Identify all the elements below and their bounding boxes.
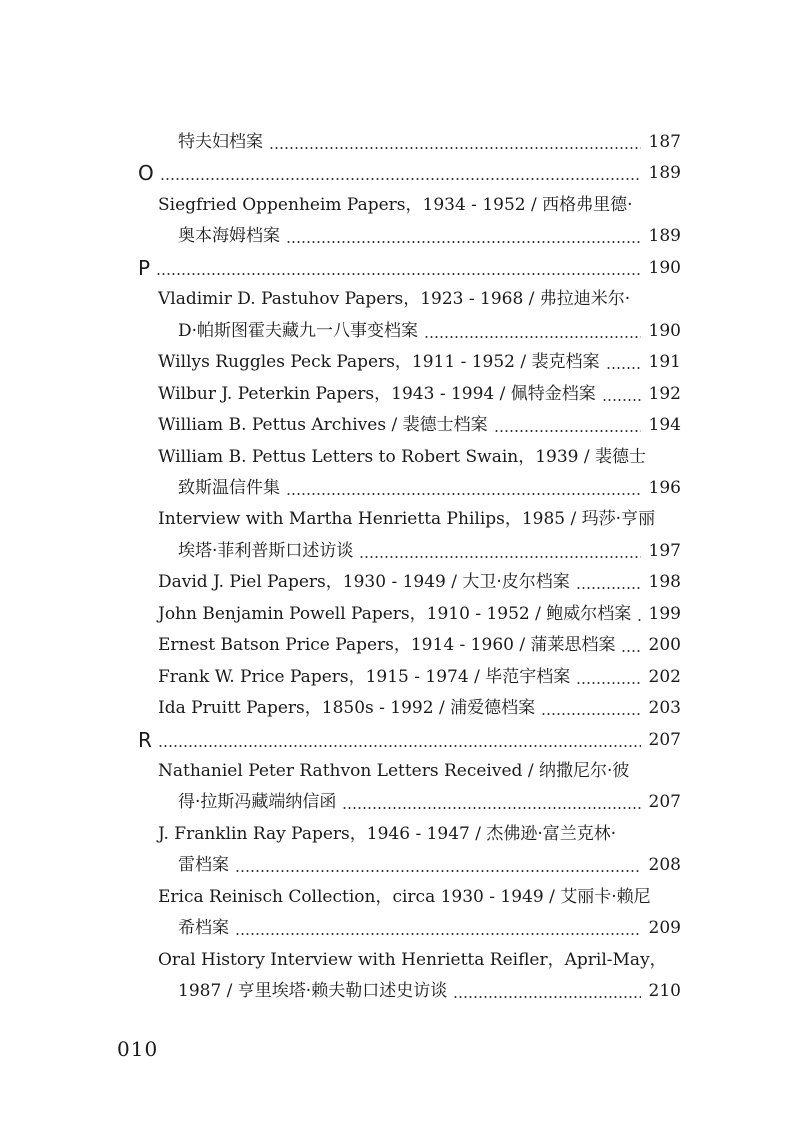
page-ref: 209 [648,918,681,938]
page-ref: 208 [648,855,681,875]
toc-entry-row [0,977,800,1007]
page-ref: 202 [648,667,681,687]
dot-leader [576,587,641,589]
toc-entry-row [0,600,800,630]
page-ref: 198 [648,572,681,592]
page-ref: 191 [648,352,681,372]
entry-title: Siegfried Oppenheim Papers，1934 - 1952 / 西格弗里德· [158,195,633,215]
section-letter-row [0,159,800,189]
page-ref: 200 [648,635,681,655]
page-ref: 207 [648,730,681,750]
page-ref: 194 [648,415,681,435]
entry-title: 希档案 [178,918,229,938]
toc-entry-row [0,191,800,221]
toc-entry-row [0,883,800,913]
entry-title: William B. Pettus Letters to Robert Swain，1939 / 裴德士 [158,447,647,467]
entry-title: Ida Pruitt Papers，1850s - 1992 / 浦爱德档案 [158,698,536,718]
toc-entry-row [0,505,800,535]
page-ref: 187 [648,132,681,152]
toc-entry-row [0,914,800,944]
entry-title: J. Franklin Ray Papers，1946 - 1947 / 杰佛逊·富兰克林· [158,824,617,844]
section-letter: R [138,728,152,752]
entry-title: Frank W. Price Papers，1915 - 1974 / 毕范宇档案 [158,667,571,687]
dot-leader [621,650,641,652]
dot-leader [158,745,641,747]
entry-title: Oral History Interview with Henrietta Reifler，April-May， [158,950,667,970]
toc-entry-row [0,474,800,504]
entry-title: 奥本海姆档案 [178,226,280,246]
dot-leader [286,493,641,495]
dot-leader [156,273,641,275]
toc-entry-row [0,631,800,661]
dot-leader [602,399,641,401]
entry-title: 致斯温信件集 [178,478,280,498]
dot-leader [424,336,641,338]
toc-entry-row [0,820,800,850]
entry-title: 埃塔·菲利普斯口述访谈 [178,541,354,561]
toc-entry-row [0,348,800,378]
toc-entry-row [0,411,800,441]
entry-title: Willys Ruggles Peck Papers，1911 - 1952 / 裴克档案 [158,352,600,372]
toc-entry-row [0,443,800,473]
dot-leader [637,619,641,621]
toc-entry-row [0,380,800,410]
toc-entry-row [0,788,800,818]
page-ref: 190 [648,321,681,341]
dot-leader [235,933,641,935]
entry-title: Wilbur J. Peterkin Papers，1943 - 1994 / 佩特金档案 [158,384,596,404]
dot-leader [342,807,641,809]
entry-title: Erica Reinisch Collection，circa 1930 - 1949 / 艾丽卡·赖尼 [158,887,651,907]
entry-title: Ernest Batson Price Papers，1914 - 1960 / 蒲莱思档案 [158,635,616,655]
dot-leader [606,367,641,369]
toc-entry-row [0,285,800,315]
dot-leader [494,430,641,432]
dot-leader [269,147,641,149]
toc-entry-row [0,757,800,787]
dot-leader [541,713,641,715]
page-ref: 189 [648,226,681,246]
toc-entry-row [0,851,800,881]
toc-entry-row [0,537,800,567]
page-ref: 196 [648,478,681,498]
entry-title: D·帕斯图霍夫藏九一八事变档案 [178,321,419,341]
page-ref: 203 [648,698,681,718]
section-letter-row [0,726,800,756]
section-letter: P [138,256,151,280]
toc-entry-row [0,128,800,158]
page-ref: 190 [648,258,681,278]
page-ref: 192 [648,384,681,404]
dot-leader [235,870,641,872]
entry-title: 1987 / 亨里埃塔·赖夫勒口述史访谈 [178,981,448,1001]
dot-leader [359,556,641,558]
toc-entry-row [0,222,800,252]
toc-entry-row [0,663,800,693]
page-ref: 197 [648,541,681,561]
toc-entry-row [0,568,800,598]
entry-title: Interview with Martha Henrietta Philips，1985 / 玛莎·亨丽 [158,509,656,529]
entry-title: 特夫妇档案 [178,132,263,152]
dot-leader [160,178,641,180]
page-number: 010 [117,1037,159,1061]
page-ref: 199 [648,604,681,624]
page-ref: 210 [648,981,681,1001]
entry-title: 雷档案 [178,855,229,875]
toc-entry-row [0,694,800,724]
dot-leader [453,996,641,998]
entry-title: David J. Piel Papers，1930 - 1949 / 大卫·皮尔档案 [158,572,570,592]
page-ref: 207 [648,792,681,812]
toc-entry-row [0,946,800,976]
page-ref: 189 [648,163,681,183]
toc-entry-row [0,317,800,347]
dot-leader [576,682,641,684]
entry-title: Vladimir D. Pastuhov Papers，1923 - 1968 / 弗拉迪米尔· [158,289,631,309]
entry-title: William B. Pettus Archives / 裴德士档案 [158,415,488,435]
section-letter-row [0,254,800,284]
entry-title: 得·拉斯冯藏端纳信函 [178,792,337,812]
entry-title: John Benjamin Powell Papers，1910 - 1952 / 鲍威尔档案 [158,604,632,624]
dot-leader [286,241,641,243]
entry-title: Nathaniel Peter Rathvon Letters Received / 纳撒尼尔·彼 [158,761,630,781]
section-letter: O [138,161,154,185]
